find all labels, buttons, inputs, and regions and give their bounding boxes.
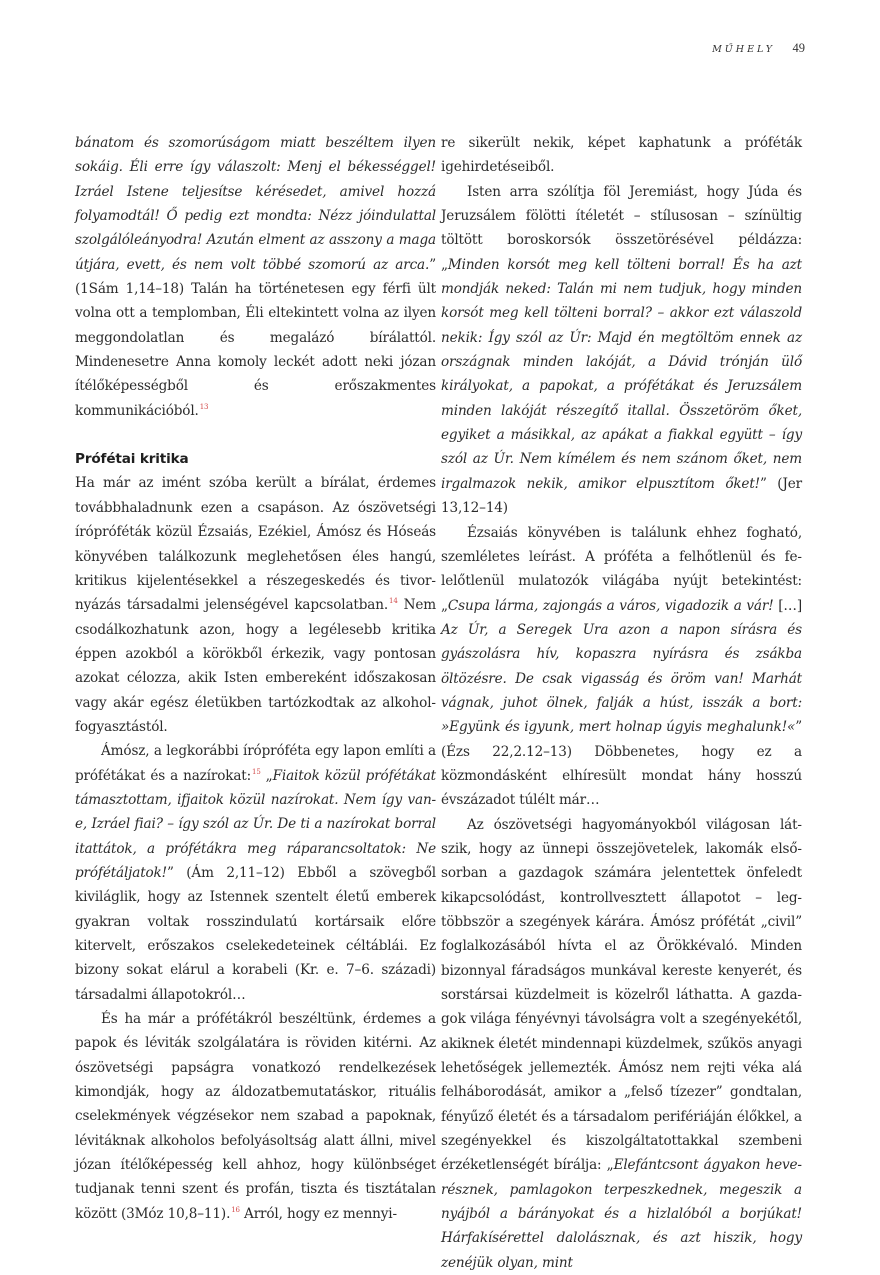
body-text: ” (Jer 13,12–14): [441, 475, 803, 517]
quotation-text: Csupa lárma, zajongás a város, vigadozik a vár!: [447, 597, 774, 614]
quotation-text: Az Úr, a Seregek Ura azon a napon sírásra és gyászolásra hív, kopaszra nyírásra és zsákba öltözésre. De csak vigasság és öröm van! Marhát vágnak, juhot ölnek, falják a húst, isszák a bort: »Együnk és igyunk, mert holnap úgyis meghalunk!«: [441, 621, 802, 736]
paragraph: [441, 131, 802, 180]
paragraph: [441, 813, 802, 1275]
paragraph: [75, 131, 436, 423]
running-head-section: MŰHELY: [712, 44, 775, 55]
body-text: Arról, hogy ez mennyi-: [239, 1205, 397, 1222]
paragraph: [441, 521, 802, 813]
right-column: [441, 131, 802, 1275]
section-heading: Prófétai kritika: [75, 451, 189, 468]
left-column: [75, 131, 436, 1226]
paragraph: [441, 180, 802, 521]
body-text: Nem csodálkozhatunk azon, hogy a legélesebb kritika éppen azokból a körökből érkezik, vagy pontosan azokat célozza, akik Isten embereként időszakosan vagy akár egész életükben tartózkodtak az alkoholfogyasztástól.: [75, 597, 436, 735]
body-text: ” (1Sám 1,14–18) Talán ha történetesen egy férfi ült volna ott a templomban, Éli eltekintett volna az ilyen meggondolatlan és megalázó bírálattól. Mindenesetre Anna komoly leckét adott neki józan ítélőképességből és erőszakmentes kommunikációból.: [75, 256, 436, 419]
running-head: [712, 41, 805, 56]
body-text: ” (Ézs 22,2.12–13) Döbbenetes, hogy ez a közmondásként elhíresült mondat hány hosszú évszázadot túlélt már…: [441, 719, 802, 809]
footnote-marker[interactable]: 13: [199, 402, 209, 411]
footnote-marker[interactable]: 16: [231, 1205, 240, 1214]
footnote-marker[interactable]: 14: [389, 597, 398, 606]
paragraph: [75, 739, 436, 1007]
paragraph: [75, 471, 436, 739]
body-text: „: [260, 767, 273, 784]
quotation-text: Fiaitok közül prófétákat támasztottam, ifjaitok közül nazírokat. Nem így van-e, Izráel fiai? – így szól az Úr. De ti a nazírokat borral itattátok, a prófétákra meg ráparancsoltatok: Ne prófétáljatok!: [75, 767, 436, 881]
body-text: ” (Ám 2,11–12) Ebből a szövegből kiviláglik, hogy az Istennek szentelt életű emberek gyakran voltak rosszindulatú kortársaik előre kitervelt, erőszakos cselekedeteinek céltáblái. Ez bizony sokat elárul a korabeli (Kr. e. 7–6. századi) társadalmi állapotokról…: [75, 864, 436, 1003]
body-text: […]: [773, 597, 802, 614]
footnote-marker[interactable]: 15: [252, 767, 261, 776]
body-text: És ha már a prófétákról beszéltünk, érdemes a papok és léviták szolgálatára is röviden kitérni. Az ószövetségi papságra vonatkozó rendelkezések kimondják, hogy az áldozatbemutatáskor, rituális cselekmények végzésekor nem szabad a papoknak, lévitáknak alkoholos befolyásoltság alatt állni, mivel józan ítélőképesség kell ahhoz, hogy különbséget tudjanak tenni szent és profán, tiszta és tisztátalan között (3Móz 10,8–11).: [75, 1011, 436, 1222]
body-text: Ámósz, a legkorábbi írópróféta egy lapon említi a prófétákat és a nazírokat:: [75, 743, 436, 784]
body-text: Ézsaiás könyvében is találunk ehhez fogható, szemléletes leírást. A próféta a felhőtlenül és felelőtlenül mulatozók világába nyújt betekintést: „: [441, 524, 802, 614]
body-text: re sikerült nekik, képet kaphatunk a próféták igehirdetéseiből.: [441, 135, 802, 176]
paragraph: [75, 1007, 436, 1226]
page-number: 49: [792, 41, 805, 55]
body-text: Isten arra szólítja föl Jeremiást, hogy Júda és Jeruzsálem fölötti ítéletét – stílusosan – színültig töltött boroskorsók összetörésével példázza: „: [441, 183, 802, 273]
quotation-text: Elefántcsont ágyakon heverésznek, pamlagokon terpeszkednek, megeszik a nyájból a bárányokat és a hizlalóból a borjúkat! Hárfakísérettel dalolásznak, és azt hiszik, hogy zenéjük olyan, mint: [441, 1157, 802, 1271]
quotation-text: bánatom és szomorúságom miatt beszéltem ilyen sokáig. Éli erre így válaszolt: Menj el békességgel! Izráel Istene teljesítse kérésedet, amivel hozzá folyamodtál! Ő pedig ezt mondta: Nézz jóindulattal szolgálóleányodra! Azután elment az asszony a maga útjára, evett, és nem volt többé szomorú az arca.: [75, 135, 436, 273]
body-text: Ha már az imént szóba került a bírálat, érdemes továbbhaladnunk ezen a csapáson. Az ószövetségi írópróféták közül Ézsaiás, Ezékiel, Ámósz és Hóseás könyvében találkozunk meglehetősen éles hangú, kritikus kijelentésekkel a részegeskedés és tivornyázás társadalmi jelenségével kapcsolatban.: [75, 475, 436, 614]
body-text: Az ószövetségi hagyományokból világosan látszik, hogy az ünnepi összejövetelek, lakomák elsősorban a gazdagok számára jelentettek önfeledt kikapcsolódást, kontrollvesztett állapotot – legtöbbször a szegények kárára. Ámósz prófétát „civil” foglalkozásából hívta el az Örökkévaló. Minden bizonnyal fáradságos munkával kereste kenyerét, és sorstársai küzdelmeit is közelről láthatta. A gazdagok világa fényévnyi távolságra volt a szegényekétől, akiknek életét mindennapi küzdelmek, szűkös anyagi lehetőségek jellemezték. Ámósz nem rejti véka alá felháborodását, amikor a „felső tízezer” gondtalan, fényűző életét és a társadalom perifériáján élőkkel, a szegényekkel és kiszolgáltatottakkal szembeni érzéketlenségét bírálja: „: [441, 816, 802, 1174]
quotation-text: Minden korsót meg kell tölteni borral! És ha azt mondják neked: Talán mi nem tudjuk, hogy minden korsót meg kell tölteni borral? – akkor ezt válaszold nekik: Így szól az Úr: Majd én megtöltöm ennek az országnak minden lakóját, a Dávid trónján ülő királyokat, a papokat, a prófétákat és Jeruzsálem minden lakóját részegítő itallal. Összetöröm őket, egyiket a másikkal, az apákat a fiakkal együtt – így szól az Úr. Nem kímélem és nem szánom őket, nem irgalmazok nekik, amikor elpusztítom őket!: [441, 256, 802, 492]
